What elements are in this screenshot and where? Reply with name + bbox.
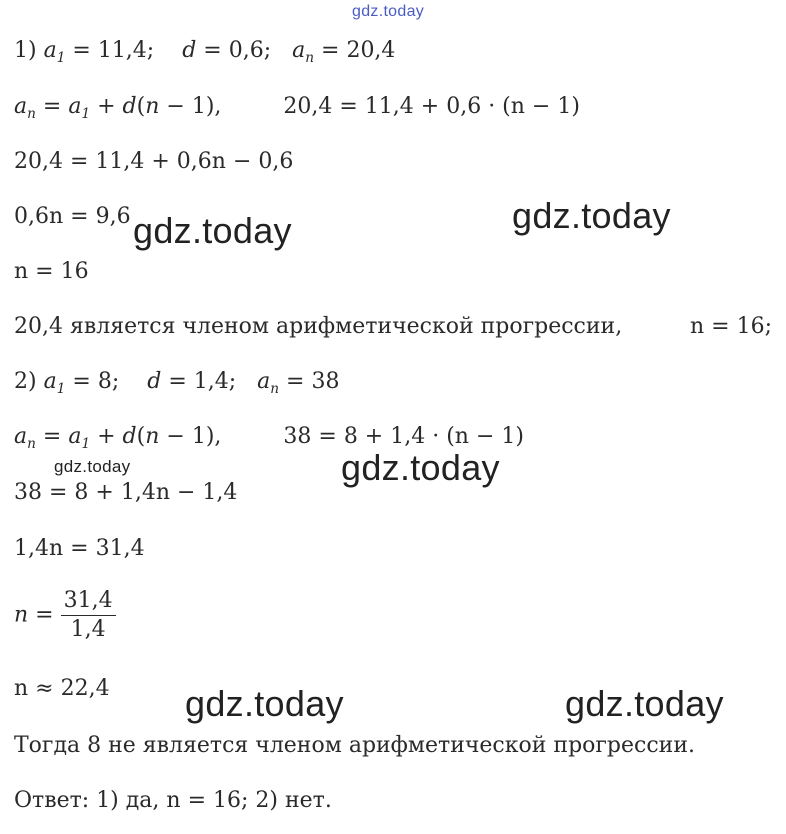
d-symbol: d — [182, 38, 197, 63]
part2-d-value: = 1,4; — [168, 369, 237, 394]
part1-conclusion-text: 20,4 является членом арифметической прогрессии, — [14, 314, 623, 339]
part1-conclusion-n: n = 16; — [690, 314, 772, 339]
part1-formula — [14, 94, 580, 122]
part2-approx: n ≈ 22,4 — [14, 676, 110, 701]
fraction-numerator: 31,4 — [63, 588, 113, 613]
answer-line: Ответ: 1) да, n = 16; 2) нет. — [14, 788, 332, 813]
part1-simplify: 0,6n = 9,6 — [14, 204, 131, 229]
part1-substitution: 20,4 = 11,4 + 0,6 · (n − 1) — [283, 94, 580, 119]
part1-label: 1) — [14, 38, 37, 63]
watermark-3: gdz.today — [341, 447, 500, 488]
watermark-1: gdz.today — [512, 195, 671, 236]
part2-given — [14, 369, 340, 397]
an-symbol: $a_n$ — [292, 38, 315, 66]
part1-conclusion — [14, 316, 622, 338]
watermark-top: gdz.today — [352, 3, 425, 20]
part2-formula — [14, 424, 524, 452]
part2-a1-value: = 8; — [72, 369, 120, 394]
watermark-4: gdz.today — [185, 683, 344, 724]
part1-result: n = 16 — [14, 259, 89, 284]
fraction — [61, 590, 116, 641]
watermark-small: gdz.today — [54, 457, 131, 476]
part2-label: 2) — [14, 369, 37, 394]
part2-fraction-line: n = $\frac{31,4}{1,4}$ — [14, 590, 116, 641]
watermark-2: gdz.today — [133, 210, 292, 251]
part2-simplify: 1,4n = 31,4 — [14, 536, 145, 561]
watermark-5: gdz.today — [565, 683, 724, 724]
part2-conclusion: Тогда 8 не является членом арифметической прогрессии. — [14, 733, 695, 758]
part2-substitution: 38 = 8 + 1,4 · (n − 1) — [283, 424, 524, 449]
part2-an-value: = 38 — [286, 369, 340, 394]
general-formula: $a_n = a_1 + d(n - 1)$, — [14, 424, 222, 452]
part1-given — [14, 38, 396, 66]
part1-expand: 20,4 = 11,4 + 0,6n − 0,6 — [14, 149, 294, 174]
a1-symbol: $a_1$ — [43, 38, 66, 66]
part1-an-value: = 20,4 — [321, 38, 396, 63]
part1-d-value: = 0,6; — [203, 38, 272, 63]
d-symbol: d — [147, 369, 162, 394]
n-symbol: n — [14, 602, 29, 628]
a1-symbol: $a_1$ — [43, 369, 66, 397]
fraction-denominator: 1,4 — [61, 615, 116, 641]
an-symbol: $a_n$ — [257, 369, 280, 397]
general-formula: $a_n = a_1 + d(n - 1)$, — [14, 94, 222, 122]
part2-expand: 38 = 8 + 1,4n − 1,4 — [14, 480, 238, 505]
part1-a1-value: = 11,4; — [72, 38, 155, 63]
